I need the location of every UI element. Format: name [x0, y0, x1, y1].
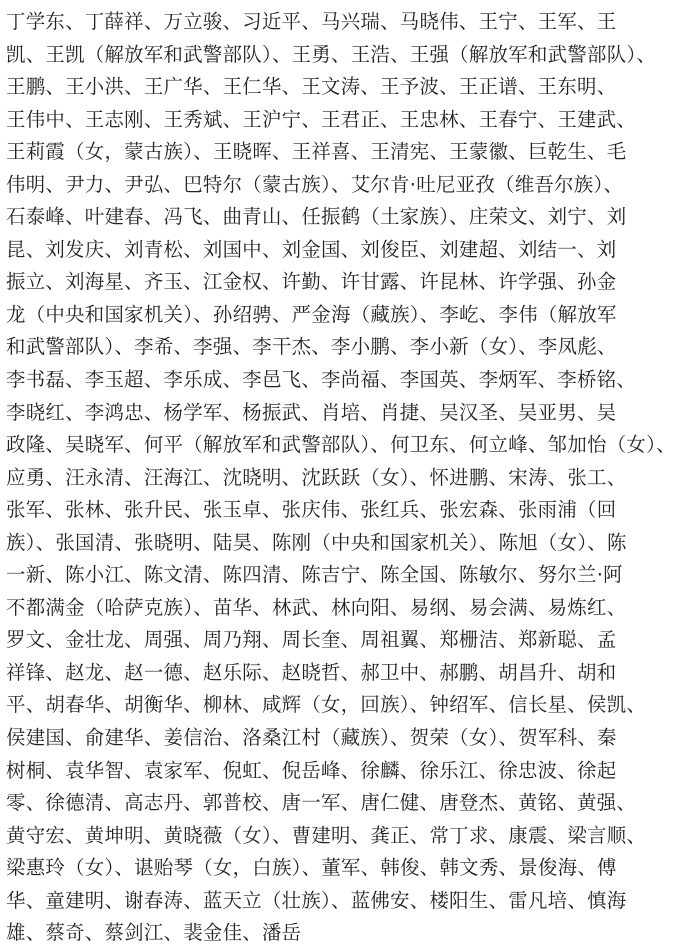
text-line: 不都满金（哈萨克族）、苗华、林武、林向阳、易纲、易会满、易炼红、 [6, 595, 627, 619]
text-line: 平、胡春华、胡衡华、柳林、咸辉（女，回族）、钟绍军、信长星、侯凯、 [6, 693, 647, 717]
text-line: 石泰峰、叶建春、冯飞、曲青山、任振鹤（土家族）、庄荣文、刘宁、刘 [6, 205, 627, 229]
text-line: 张军、张林、张升民、张玉卓、张庆伟、张红兵、张宏森、张雨浦（回 [6, 498, 617, 522]
text-line: 华、童建明、谢春涛、蓝天立（壮族）、蓝佛安、楼阳生、雷凡培、慎海 [6, 888, 627, 912]
text-line: 李晓红、李鸿忠、杨学军、杨振武、肖培、肖捷、吴汉圣、吴亚男、吴 [6, 400, 617, 424]
text-line: 王鹏、王小洪、王广华、王仁华、王文涛、王予波、王正谱、王东明、 [6, 75, 617, 99]
text-line: 一新、陈小江、陈文清、陈四清、陈吉宁、陈全国、陈敏尔、努尔兰·阿 [6, 563, 623, 587]
text-line: 零、徐德清、高志丹、郭普校、唐一军、唐仁健、唐登杰、黄铭、黄强、 [6, 791, 637, 815]
text-line: 树桐、袁华智、袁家军、倪虹、倪岳峰、徐麟、徐乐江、徐忠波、徐起 [6, 758, 617, 782]
text-line: 伟明、尹力、尹弘、巴特尔（蒙古族）、艾尔肯·吐尼亚孜（维吾尔族）、 [6, 172, 624, 196]
text-line: 应勇、汪永清、汪海江、沈晓明、沈跃跃（女）、怀进鹏、宋涛、张工、 [6, 465, 627, 489]
text-line: 祥锋、赵龙、赵一德、赵乐际、赵晓哲、郝卫中、郝鹏、胡昌升、胡和 [6, 660, 617, 684]
text-line: 王伟中、王志刚、王秀斌、王沪宁、王君正、王忠林、王春宁、王建武、 [6, 107, 637, 131]
text-line: 政隆、吴晓军、何平（解放军和武警部队）、何卫东、何立峰、邹加怡（女）、 [6, 433, 676, 457]
text-line: 族）、张国清、张晓明、陆昊、陈刚（中央和国家机关）、陈旭（女）、陈 [6, 530, 627, 554]
text-line: 昆、刘发庆、刘青松、刘国中、刘金国、刘俊臣、刘建超、刘结一、刘 [6, 237, 617, 261]
text-line: 王莉霞（女，蒙古族）、王晓晖、王祥喜、王清宪、王蒙徽、巨乾生、毛 [6, 140, 627, 164]
text-line: 侯建国、俞建华、姜信治、洛桑江村（藏族）、贺荣（女）、贺军科、秦 [6, 726, 617, 750]
text-line: 梁惠玲（女）、谌贻琴（女，白族）、董军、韩俊、韩文秀、景俊海、傅 [6, 856, 617, 880]
text-line: 罗文、金壮龙、周强、周乃翔、周长奎、周祖翼、郑栅洁、郑新聪、孟 [6, 628, 617, 652]
text-line: 雄、蔡奇、蔡剑江、裴金佳、潘岳 [6, 921, 302, 945]
text-line: 振立、刘海星、齐玉、江金权、许勤、许甘露、许昆林、许学强、孙金 [6, 270, 617, 294]
text-line: 凯、王凯（解放军和武警部队）、王勇、王浩、王强（解放军和武警部队）、 [6, 42, 657, 66]
text-line: 黄守宏、黄坤明、黄晓薇（女）、曹建明、龚正、常丁求、康震、梁言顺、 [6, 823, 647, 847]
text-line: 和武警部队）、李希、李强、李干杰、李小鹏、李小新（女）、李凤彪、 [6, 335, 617, 359]
text-line: 龙（中央和国家机关）、孙绍骋、严金海（藏族）、李屹、李伟（解放军 [6, 302, 617, 326]
text-line: 丁学东、丁薛祥、万立骏、习近平、马兴瑞、马晓伟、王宁、王军、王 [6, 10, 617, 33]
text-line: 李书磊、李玉超、李乐成、李邑飞、李尚福、李国英、李炳军、李桥铭、 [6, 368, 637, 392]
